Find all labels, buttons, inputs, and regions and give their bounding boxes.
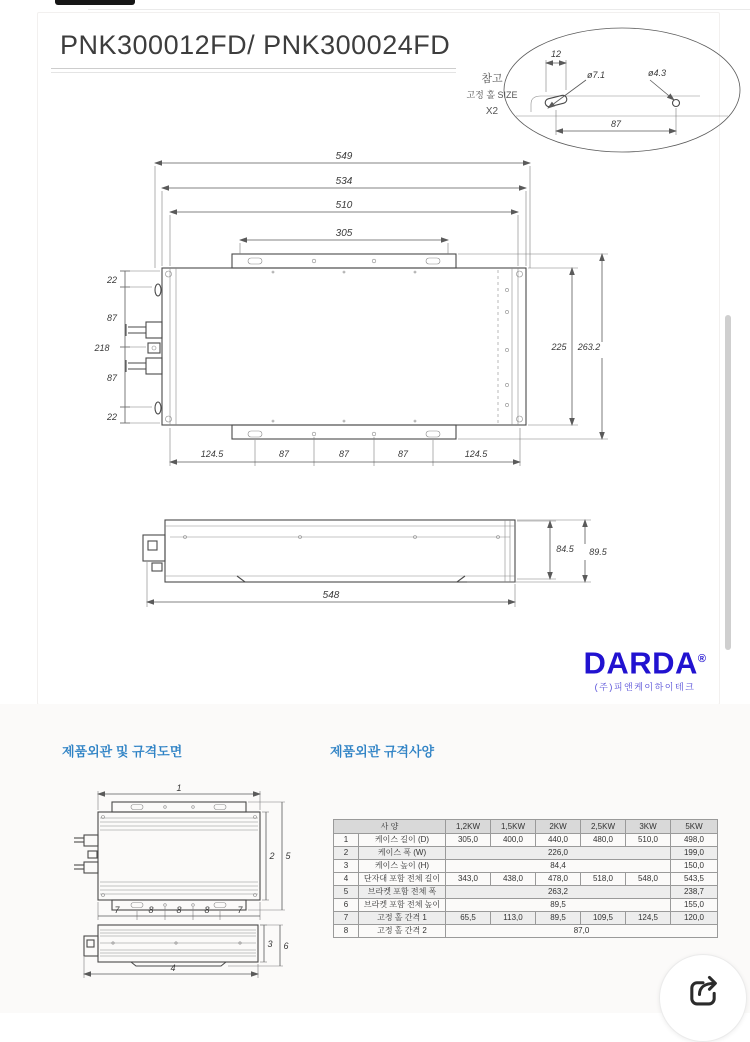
spec-cell: 438,0 — [491, 873, 536, 886]
spec-row — [334, 847, 718, 860]
spec-cell: 498,0 — [671, 834, 718, 847]
spec-row-number: 3 — [334, 860, 359, 873]
dim-84-5: 84.5 — [556, 544, 574, 554]
spec-cell: 124,5 — [626, 912, 671, 925]
registered-mark: ® — [697, 653, 707, 665]
spec-row-label: 케이스 높이 (H) — [359, 860, 446, 873]
spec-row — [334, 873, 718, 886]
dim-2: 2 — [269, 851, 275, 861]
spec-cell: 478,0 — [536, 873, 581, 886]
spec-cell: 199,0 — [671, 847, 718, 860]
share-icon — [683, 971, 723, 1011]
heading-spec-table: 제품외관 규격사양 — [330, 744, 435, 759]
spec-cell: 343,0 — [446, 873, 491, 886]
spec-row — [334, 899, 718, 912]
dim-534: 534 — [335, 176, 353, 187]
spec-header-col: 1,5KW — [491, 820, 536, 834]
spec-row-number: 2 — [334, 847, 359, 860]
spec-cell: 84,4 — [446, 860, 671, 873]
spec-row-number: 5 — [334, 886, 359, 899]
dim-87-upper: 87 — [106, 313, 118, 323]
spec-cell: 548,0 — [626, 873, 671, 886]
dim-7a: 7 — [114, 905, 120, 915]
note-line3: X2 — [485, 106, 499, 117]
spec-row-number: 6 — [334, 899, 359, 912]
spec-header-col: 2KW — [536, 820, 581, 834]
dim-22-top: 22 — [106, 275, 118, 285]
spec-row-label: 브라켓 포함 전체 높이 — [359, 899, 446, 912]
spec-cell: 89,5 — [446, 899, 671, 912]
spec-row-label: 케이스 폭 (W) — [359, 847, 446, 860]
spec-cell: 226,0 — [446, 847, 671, 860]
dim-87-b1: 87 — [278, 449, 290, 459]
hole-detail-bubble — [504, 28, 740, 152]
top-view-bottom-dimensions — [170, 428, 520, 466]
company-name: (주)피앤케이하이테크 — [594, 682, 696, 693]
spec-cell: 113,0 — [491, 912, 536, 925]
top-view-top-dimensions — [155, 151, 530, 268]
spec-cell: 510,0 — [626, 834, 671, 847]
spec-cell: 480,0 — [581, 834, 626, 847]
dim-124-5-right: 124.5 — [464, 449, 488, 459]
spec-row-label: 고정 홀 간격 2 — [359, 925, 446, 938]
spec-cell: 305,0 — [446, 834, 491, 847]
spec-cell: 65,5 — [446, 912, 491, 925]
spec-row-label: 케이스 길이 (D) — [359, 834, 446, 847]
dim-7b: 7 — [237, 905, 243, 915]
side-view-dimensions — [147, 520, 608, 607]
dim-225: 225 — [551, 342, 567, 352]
dim-305: 305 — [335, 228, 353, 239]
side-view-body — [143, 520, 515, 582]
dim-8b: 8 — [176, 905, 182, 915]
dim-548: 548 — [322, 590, 340, 601]
dim-3: 3 — [267, 939, 273, 949]
dim-4: 4 — [170, 963, 176, 973]
dim-slot-dia: ø7.1 — [586, 70, 606, 80]
spec-row-label: 고정 홀 간격 1 — [359, 912, 446, 925]
spec-header-label: 사 양 — [334, 820, 446, 834]
spec-row — [334, 860, 718, 873]
dim-hole-dia: ø4.3 — [647, 68, 667, 78]
spec-cell: 150,0 — [671, 860, 718, 873]
spec-row — [334, 912, 718, 925]
dim-510: 510 — [335, 200, 353, 211]
spec-cell: 440,0 — [536, 834, 581, 847]
spec-cell: 87,0 — [446, 925, 718, 938]
spec-row — [334, 886, 718, 899]
dim-22-bottom: 22 — [106, 412, 118, 422]
outline-top-view — [74, 802, 260, 910]
spec-cell: 120,0 — [671, 912, 718, 925]
brand-logo — [560, 643, 730, 693]
spec-row-number: 4 — [334, 873, 359, 886]
dim-6: 6 — [283, 941, 289, 951]
logo-text: DARDA — [583, 645, 698, 681]
spec-header-col: 3KW — [626, 820, 671, 834]
dim-8a: 8 — [148, 905, 154, 915]
spec-header-col: 5KW — [671, 820, 718, 834]
product-outline-drawing — [56, 780, 316, 995]
spec-cell: 238,7 — [671, 886, 718, 899]
hole-detail-note — [466, 71, 517, 117]
dim-5: 5 — [285, 851, 291, 861]
dim-87-lower: 87 — [106, 373, 118, 383]
spec-row — [334, 834, 718, 847]
dim-hole-span: 87 — [610, 119, 622, 129]
spec-table — [333, 819, 717, 938]
dim-218: 218 — [94, 343, 110, 353]
dim-549: 549 — [335, 151, 353, 162]
note-line1: 참고 — [481, 73, 503, 85]
page-scrollbar[interactable] — [725, 315, 731, 650]
spec-row — [334, 925, 718, 938]
darda-logo — [560, 643, 730, 679]
spec-cell: 89,5 — [536, 912, 581, 925]
spec-cell: 155,0 — [671, 899, 718, 912]
spec-row-number: 1 — [334, 834, 359, 847]
dim-slot-pitch: 12 — [550, 49, 562, 59]
note-line2: 고정 홀 SIZE — [466, 90, 518, 100]
spec-cell: 400,0 — [491, 834, 536, 847]
spec-header-col: 1,2KW — [446, 820, 491, 834]
heading-outline-drawing: 제품외관 및 규격도면 — [62, 744, 183, 759]
dim-89-5: 89.5 — [589, 547, 607, 557]
dim-263-2: 263.2 — [577, 342, 601, 352]
spec-row-label: 브라켓 포함 전체 폭 — [359, 886, 446, 899]
outline-side-view — [84, 925, 258, 966]
top-view-body — [126, 254, 526, 439]
page-title: PNK300012FD/ PNK300024FD — [60, 30, 451, 60]
spec-table-header-row — [334, 820, 718, 834]
spec-cell: 109,5 — [581, 912, 626, 925]
top-view-left-dimensions — [93, 271, 160, 423]
spec-row-number: 8 — [334, 925, 359, 938]
spec-row-number: 7 — [334, 912, 359, 925]
top-view-right-dimensions — [458, 254, 608, 439]
spec-row-label: 단자대 포함 전체 길이 — [359, 873, 446, 886]
spec-cell: 543,5 — [671, 873, 718, 886]
dim-1: 1 — [176, 783, 182, 793]
dim-87-b3: 87 — [397, 449, 409, 459]
spec-cell: 518,0 — [581, 873, 626, 886]
share-button[interactable] — [659, 954, 747, 1042]
spec-cell: 263,2 — [446, 886, 671, 899]
spec-header-col: 2,5KW — [581, 820, 626, 834]
dim-124-5-left: 124.5 — [200, 449, 224, 459]
dim-8c: 8 — [204, 905, 210, 915]
dim-87-b2: 87 — [338, 449, 350, 459]
